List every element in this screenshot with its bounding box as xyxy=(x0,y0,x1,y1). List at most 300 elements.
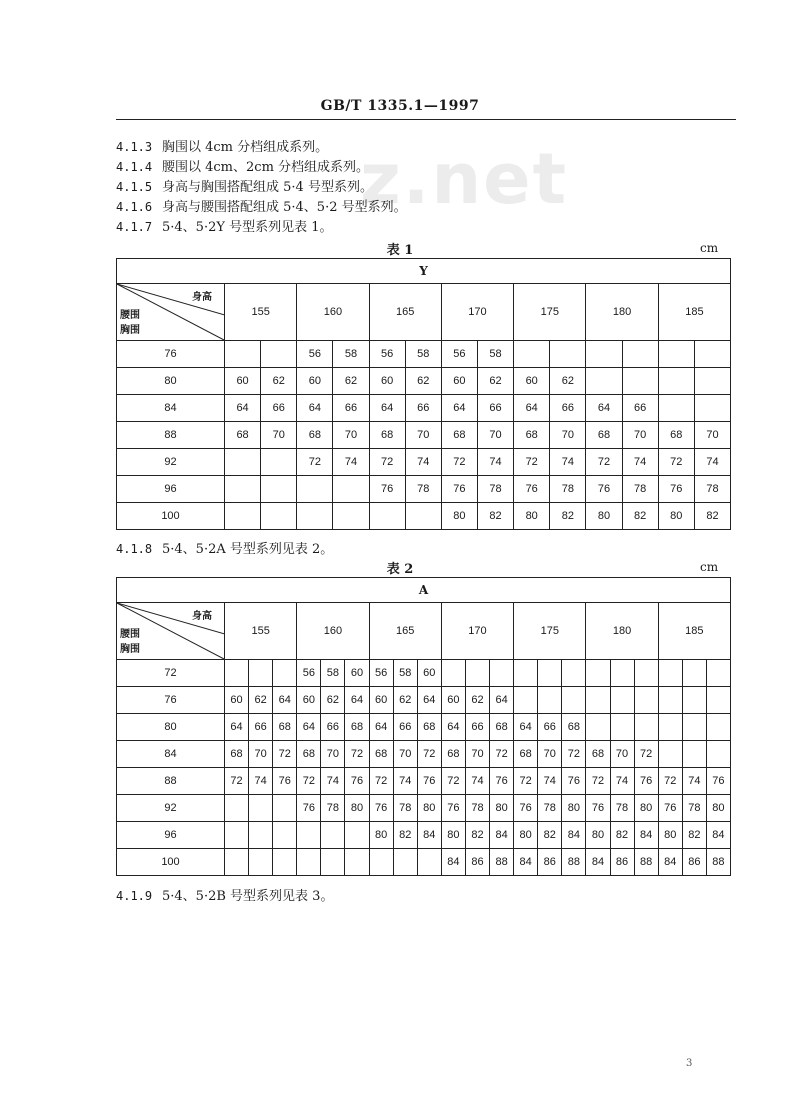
waist-value: 80 xyxy=(706,795,730,822)
waist-value: 84 xyxy=(634,822,658,849)
table2-caption: 表 2 xyxy=(386,562,414,577)
waist-value: 68 xyxy=(562,714,586,741)
waist-value: 74 xyxy=(538,768,562,795)
height-header: 185 xyxy=(658,284,730,341)
waist-value xyxy=(610,687,634,714)
waist-value: 64 xyxy=(297,714,321,741)
waist-value xyxy=(658,660,682,687)
waist-value: 58 xyxy=(393,660,417,687)
height-header: 160 xyxy=(297,284,369,341)
waist-value: 70 xyxy=(550,422,586,449)
height-header: 170 xyxy=(441,603,513,660)
waist-value: 70 xyxy=(405,422,441,449)
waist-value: 76 xyxy=(586,795,610,822)
waist-value: 60 xyxy=(369,687,393,714)
clause-text: 5·4、5·2A 号型系列见表 2。 xyxy=(162,542,334,557)
waist-value xyxy=(562,660,586,687)
waist-value xyxy=(225,660,249,687)
table-row xyxy=(117,822,731,849)
waist-value xyxy=(225,795,249,822)
waist-value xyxy=(682,741,706,768)
waist-value xyxy=(658,341,694,368)
clause-number: 4.1.9 xyxy=(116,889,153,903)
waist-value: 60 xyxy=(441,368,477,395)
clause-number: 4.1.3 xyxy=(116,140,153,154)
waist-value: 68 xyxy=(441,741,465,768)
waist-value xyxy=(261,341,297,368)
waist-value: 56 xyxy=(441,341,477,368)
chest-value: 84 xyxy=(117,741,225,768)
clause-number: 4.1.4 xyxy=(116,160,153,174)
waist-value: 66 xyxy=(321,714,345,741)
body-type-band: A xyxy=(117,578,731,603)
waist-value: 70 xyxy=(333,422,369,449)
waist-value: 70 xyxy=(249,741,273,768)
waist-value xyxy=(273,822,297,849)
waist-label: 腰围 xyxy=(120,629,140,640)
waist-value: 60 xyxy=(297,368,333,395)
waist-value xyxy=(225,341,261,368)
waist-value: 56 xyxy=(297,341,333,368)
waist-value: 78 xyxy=(538,795,562,822)
chest-value: 96 xyxy=(117,476,225,503)
waist-value: 78 xyxy=(321,795,345,822)
waist-value: 64 xyxy=(514,395,550,422)
waist-value xyxy=(514,687,538,714)
chest-value: 80 xyxy=(117,714,225,741)
clause-number: 4.1.5 xyxy=(116,180,153,194)
waist-value: 68 xyxy=(514,422,550,449)
waist-value xyxy=(261,476,297,503)
waist-value xyxy=(658,395,694,422)
waist-value xyxy=(634,714,658,741)
document-header: GB/T 1335.1—1997 xyxy=(320,98,480,114)
waist-value: 84 xyxy=(658,849,682,876)
table-row xyxy=(117,849,731,876)
waist-value: 74 xyxy=(465,768,489,795)
waist-value: 66 xyxy=(465,714,489,741)
chest-value: 92 xyxy=(117,795,225,822)
waist-value: 86 xyxy=(610,849,634,876)
waist-value: 68 xyxy=(297,741,321,768)
waist-value: 76 xyxy=(297,795,321,822)
waist-value: 82 xyxy=(622,503,658,530)
waist-value: 72 xyxy=(658,449,694,476)
waist-value: 68 xyxy=(490,714,514,741)
waist-value xyxy=(550,341,586,368)
table1-unit: cm xyxy=(700,241,719,255)
waist-value: 88 xyxy=(634,849,658,876)
waist-value: 60 xyxy=(225,687,249,714)
table1 xyxy=(116,258,731,530)
waist-value: 72 xyxy=(369,449,405,476)
waist-value xyxy=(706,741,730,768)
waist-value: 64 xyxy=(417,687,441,714)
waist-value xyxy=(441,660,465,687)
waist-value: 66 xyxy=(477,395,513,422)
waist-value: 70 xyxy=(321,741,345,768)
waist-value: 80 xyxy=(514,822,538,849)
waist-value: 76 xyxy=(586,476,622,503)
waist-value xyxy=(297,849,321,876)
waist-value xyxy=(273,795,297,822)
waist-value xyxy=(682,687,706,714)
height-label: 身高 xyxy=(192,292,212,303)
waist-value: 72 xyxy=(490,741,514,768)
diagonal-header-cell xyxy=(117,284,225,341)
chest-value: 100 xyxy=(117,849,225,876)
clause-number: 4.1.8 xyxy=(116,542,153,556)
waist-value xyxy=(345,822,369,849)
height-header: 155 xyxy=(225,284,297,341)
waist-value xyxy=(706,714,730,741)
waist-value: 64 xyxy=(225,714,249,741)
waist-value: 82 xyxy=(610,822,634,849)
waist-value: 64 xyxy=(441,714,465,741)
table-row xyxy=(117,341,731,368)
waist-value: 76 xyxy=(369,795,393,822)
height-header: 160 xyxy=(297,603,369,660)
waist-value xyxy=(249,795,273,822)
waist-value xyxy=(514,660,538,687)
waist-value: 62 xyxy=(550,368,586,395)
clause-text: 5·4、5·2Y 号型系列见表 1。 xyxy=(162,220,333,235)
table-row xyxy=(117,795,731,822)
waist-value: 82 xyxy=(694,503,730,530)
waist-value: 80 xyxy=(562,795,586,822)
waist-value: 64 xyxy=(369,714,393,741)
waist-value: 70 xyxy=(477,422,513,449)
waist-value xyxy=(225,849,249,876)
waist-value: 68 xyxy=(586,422,622,449)
waist-value xyxy=(622,341,658,368)
waist-value: 84 xyxy=(417,822,441,849)
waist-value: 74 xyxy=(249,768,273,795)
chest-value: 72 xyxy=(117,660,225,687)
waist-value xyxy=(622,368,658,395)
clause-number: 4.1.6 xyxy=(116,200,153,214)
waist-value: 74 xyxy=(477,449,513,476)
body-type-band: Y xyxy=(117,259,731,284)
waist-value xyxy=(225,503,261,530)
clause xyxy=(116,156,369,175)
waist-value: 74 xyxy=(622,449,658,476)
page-number: 3 xyxy=(686,1058,693,1069)
waist-value xyxy=(345,849,369,876)
waist-value: 74 xyxy=(610,768,634,795)
waist-value: 82 xyxy=(550,503,586,530)
table-row xyxy=(117,714,731,741)
waist-value: 78 xyxy=(393,795,417,822)
table-row xyxy=(117,395,731,422)
clause-text: 身高与腰围搭配组成 5·4、5·2 号型系列。 xyxy=(162,200,407,215)
waist-value xyxy=(369,849,393,876)
waist-value: 80 xyxy=(417,795,441,822)
waist-value: 70 xyxy=(610,741,634,768)
waist-value: 72 xyxy=(369,768,393,795)
waist-value: 72 xyxy=(417,741,441,768)
waist-value: 72 xyxy=(586,449,622,476)
waist-value: 86 xyxy=(682,849,706,876)
waist-value xyxy=(273,660,297,687)
waist-value: 66 xyxy=(538,714,562,741)
waist-value: 66 xyxy=(249,714,273,741)
waist-value: 86 xyxy=(538,849,562,876)
chest-value: 88 xyxy=(117,422,225,449)
waist-value xyxy=(586,341,622,368)
waist-value: 82 xyxy=(682,822,706,849)
waist-value: 64 xyxy=(297,395,333,422)
waist-value: 64 xyxy=(441,395,477,422)
height-header: 165 xyxy=(369,603,441,660)
waist-value: 68 xyxy=(225,422,261,449)
waist-value: 64 xyxy=(490,687,514,714)
table-row xyxy=(117,476,731,503)
chest-value: 80 xyxy=(117,368,225,395)
waist-value xyxy=(393,849,417,876)
waist-value: 76 xyxy=(345,768,369,795)
waist-value: 62 xyxy=(321,687,345,714)
waist-value xyxy=(586,687,610,714)
height-header: 185 xyxy=(658,603,730,660)
waist-value xyxy=(261,503,297,530)
waist-value: 84 xyxy=(514,849,538,876)
waist-value: 82 xyxy=(465,822,489,849)
waist-value: 76 xyxy=(634,768,658,795)
waist-value xyxy=(610,660,634,687)
clause-4-1-9 xyxy=(116,885,333,904)
waist-value: 68 xyxy=(441,422,477,449)
waist-value: 76 xyxy=(706,768,730,795)
waist-value: 72 xyxy=(225,768,249,795)
clause-text: 胸围以 4cm 分档组成系列。 xyxy=(162,140,329,155)
waist-value xyxy=(586,368,622,395)
clause xyxy=(116,136,328,155)
waist-value: 60 xyxy=(514,368,550,395)
waist-value: 82 xyxy=(477,503,513,530)
table-row xyxy=(117,768,731,795)
waist-value: 76 xyxy=(490,768,514,795)
waist-value: 76 xyxy=(514,476,550,503)
chest-value: 88 xyxy=(117,768,225,795)
table-row xyxy=(117,422,731,449)
waist-value: 62 xyxy=(333,368,369,395)
waist-value: 72 xyxy=(658,768,682,795)
waist-value: 86 xyxy=(465,849,489,876)
waist-value: 72 xyxy=(562,741,586,768)
waist-value: 66 xyxy=(550,395,586,422)
waist-value: 80 xyxy=(345,795,369,822)
waist-value: 72 xyxy=(297,768,321,795)
waist-value: 74 xyxy=(550,449,586,476)
waist-value: 80 xyxy=(369,822,393,849)
waist-value xyxy=(249,822,273,849)
chest-value: 76 xyxy=(117,341,225,368)
waist-value: 76 xyxy=(273,768,297,795)
waist-value: 60 xyxy=(345,660,369,687)
waist-value: 76 xyxy=(514,795,538,822)
waist-value xyxy=(586,714,610,741)
waist-value xyxy=(658,687,682,714)
chest-value: 100 xyxy=(117,503,225,530)
height-header: 175 xyxy=(514,603,586,660)
waist-value: 68 xyxy=(369,422,405,449)
waist-value: 72 xyxy=(441,449,477,476)
table-row xyxy=(117,687,731,714)
waist-value: 70 xyxy=(393,741,417,768)
clause xyxy=(116,176,373,195)
chest-value: 96 xyxy=(117,822,225,849)
waist-value: 70 xyxy=(622,422,658,449)
chest-label: 胸围 xyxy=(120,644,140,655)
waist-value: 88 xyxy=(562,849,586,876)
waist-value: 72 xyxy=(514,449,550,476)
chest-value: 92 xyxy=(117,449,225,476)
waist-value xyxy=(562,687,586,714)
waist-value: 62 xyxy=(261,368,297,395)
waist-value: 58 xyxy=(477,341,513,368)
height-header: 180 xyxy=(586,603,658,660)
table-row xyxy=(117,660,731,687)
waist-value: 60 xyxy=(369,368,405,395)
waist-value xyxy=(417,849,441,876)
waist-value: 80 xyxy=(514,503,550,530)
waist-value xyxy=(333,503,369,530)
waist-value xyxy=(682,660,706,687)
waist-value: 78 xyxy=(610,795,634,822)
waist-value: 70 xyxy=(538,741,562,768)
waist-value: 66 xyxy=(333,395,369,422)
waist-value: 74 xyxy=(393,768,417,795)
waist-value: 80 xyxy=(658,503,694,530)
waist-value xyxy=(634,660,658,687)
waist-value: 82 xyxy=(393,822,417,849)
height-header: 165 xyxy=(369,284,441,341)
waist-value: 72 xyxy=(297,449,333,476)
waist-value: 74 xyxy=(405,449,441,476)
waist-value xyxy=(658,714,682,741)
waist-value: 76 xyxy=(658,795,682,822)
waist-value: 60 xyxy=(297,687,321,714)
waist-value: 72 xyxy=(514,768,538,795)
waist-value: 74 xyxy=(321,768,345,795)
waist-value: 68 xyxy=(297,422,333,449)
height-header: 175 xyxy=(514,284,586,341)
waist-value: 84 xyxy=(441,849,465,876)
waist-value xyxy=(694,341,730,368)
clause-text: 腰围以 4cm、2cm 分档组成系列。 xyxy=(162,160,370,175)
waist-value xyxy=(634,687,658,714)
clause-text: 5·4、5·2B 号型系列见表 3。 xyxy=(162,889,334,904)
waist-value xyxy=(706,660,730,687)
waist-value xyxy=(321,849,345,876)
waist-value: 80 xyxy=(586,822,610,849)
waist-value: 88 xyxy=(706,849,730,876)
waist-value: 84 xyxy=(490,822,514,849)
chest-label: 胸围 xyxy=(120,325,140,336)
waist-value: 68 xyxy=(225,741,249,768)
waist-value xyxy=(297,476,333,503)
waist-value xyxy=(273,849,297,876)
table-row xyxy=(117,503,731,530)
waist-value: 80 xyxy=(490,795,514,822)
waist-value: 76 xyxy=(441,795,465,822)
clause-text: 身高与胸围搭配组成 5·4 号型系列。 xyxy=(162,180,373,195)
waist-value: 68 xyxy=(369,741,393,768)
waist-value xyxy=(225,822,249,849)
table2 xyxy=(116,577,731,876)
height-header: 180 xyxy=(586,284,658,341)
waist-value: 78 xyxy=(550,476,586,503)
waist-label: 腰围 xyxy=(120,310,140,321)
waist-value: 78 xyxy=(477,476,513,503)
waist-value: 68 xyxy=(514,741,538,768)
clause-number: 4.1.7 xyxy=(116,220,153,234)
waist-value: 78 xyxy=(405,476,441,503)
waist-value: 76 xyxy=(658,476,694,503)
waist-value: 70 xyxy=(261,422,297,449)
waist-value: 58 xyxy=(333,341,369,368)
waist-value xyxy=(297,503,333,530)
waist-value: 66 xyxy=(405,395,441,422)
waist-value: 64 xyxy=(369,395,405,422)
waist-value: 80 xyxy=(634,795,658,822)
table1-caption: 表 1 xyxy=(386,243,414,258)
waist-value: 80 xyxy=(441,503,477,530)
waist-value: 68 xyxy=(586,741,610,768)
waist-value xyxy=(490,660,514,687)
waist-value: 70 xyxy=(694,422,730,449)
waist-value: 68 xyxy=(273,714,297,741)
table-row xyxy=(117,741,731,768)
waist-value: 62 xyxy=(249,687,273,714)
waist-value: 56 xyxy=(369,341,405,368)
waist-value: 64 xyxy=(345,687,369,714)
diagonal-header-cell xyxy=(117,603,225,660)
waist-value: 72 xyxy=(634,741,658,768)
waist-value xyxy=(694,395,730,422)
height-header: 155 xyxy=(225,603,297,660)
waist-value: 74 xyxy=(694,449,730,476)
watermark: z.net xyxy=(360,138,569,220)
waist-value: 66 xyxy=(393,714,417,741)
waist-value: 84 xyxy=(562,822,586,849)
table-row xyxy=(117,449,731,476)
waist-value: 76 xyxy=(417,768,441,795)
waist-value xyxy=(586,660,610,687)
header-rule xyxy=(116,119,736,120)
waist-value: 78 xyxy=(465,795,489,822)
waist-value: 62 xyxy=(477,368,513,395)
waist-value: 80 xyxy=(441,822,465,849)
waist-value xyxy=(297,822,321,849)
clause-4-1-8 xyxy=(116,538,333,557)
waist-value: 68 xyxy=(345,714,369,741)
waist-value: 64 xyxy=(586,395,622,422)
waist-value: 80 xyxy=(586,503,622,530)
waist-value: 68 xyxy=(658,422,694,449)
waist-value xyxy=(333,476,369,503)
waist-value: 72 xyxy=(273,741,297,768)
waist-value: 80 xyxy=(658,822,682,849)
waist-value: 70 xyxy=(465,741,489,768)
table-row xyxy=(117,368,731,395)
waist-value xyxy=(658,368,694,395)
chest-value: 84 xyxy=(117,395,225,422)
waist-value: 74 xyxy=(333,449,369,476)
waist-value: 68 xyxy=(417,714,441,741)
waist-value xyxy=(369,503,405,530)
